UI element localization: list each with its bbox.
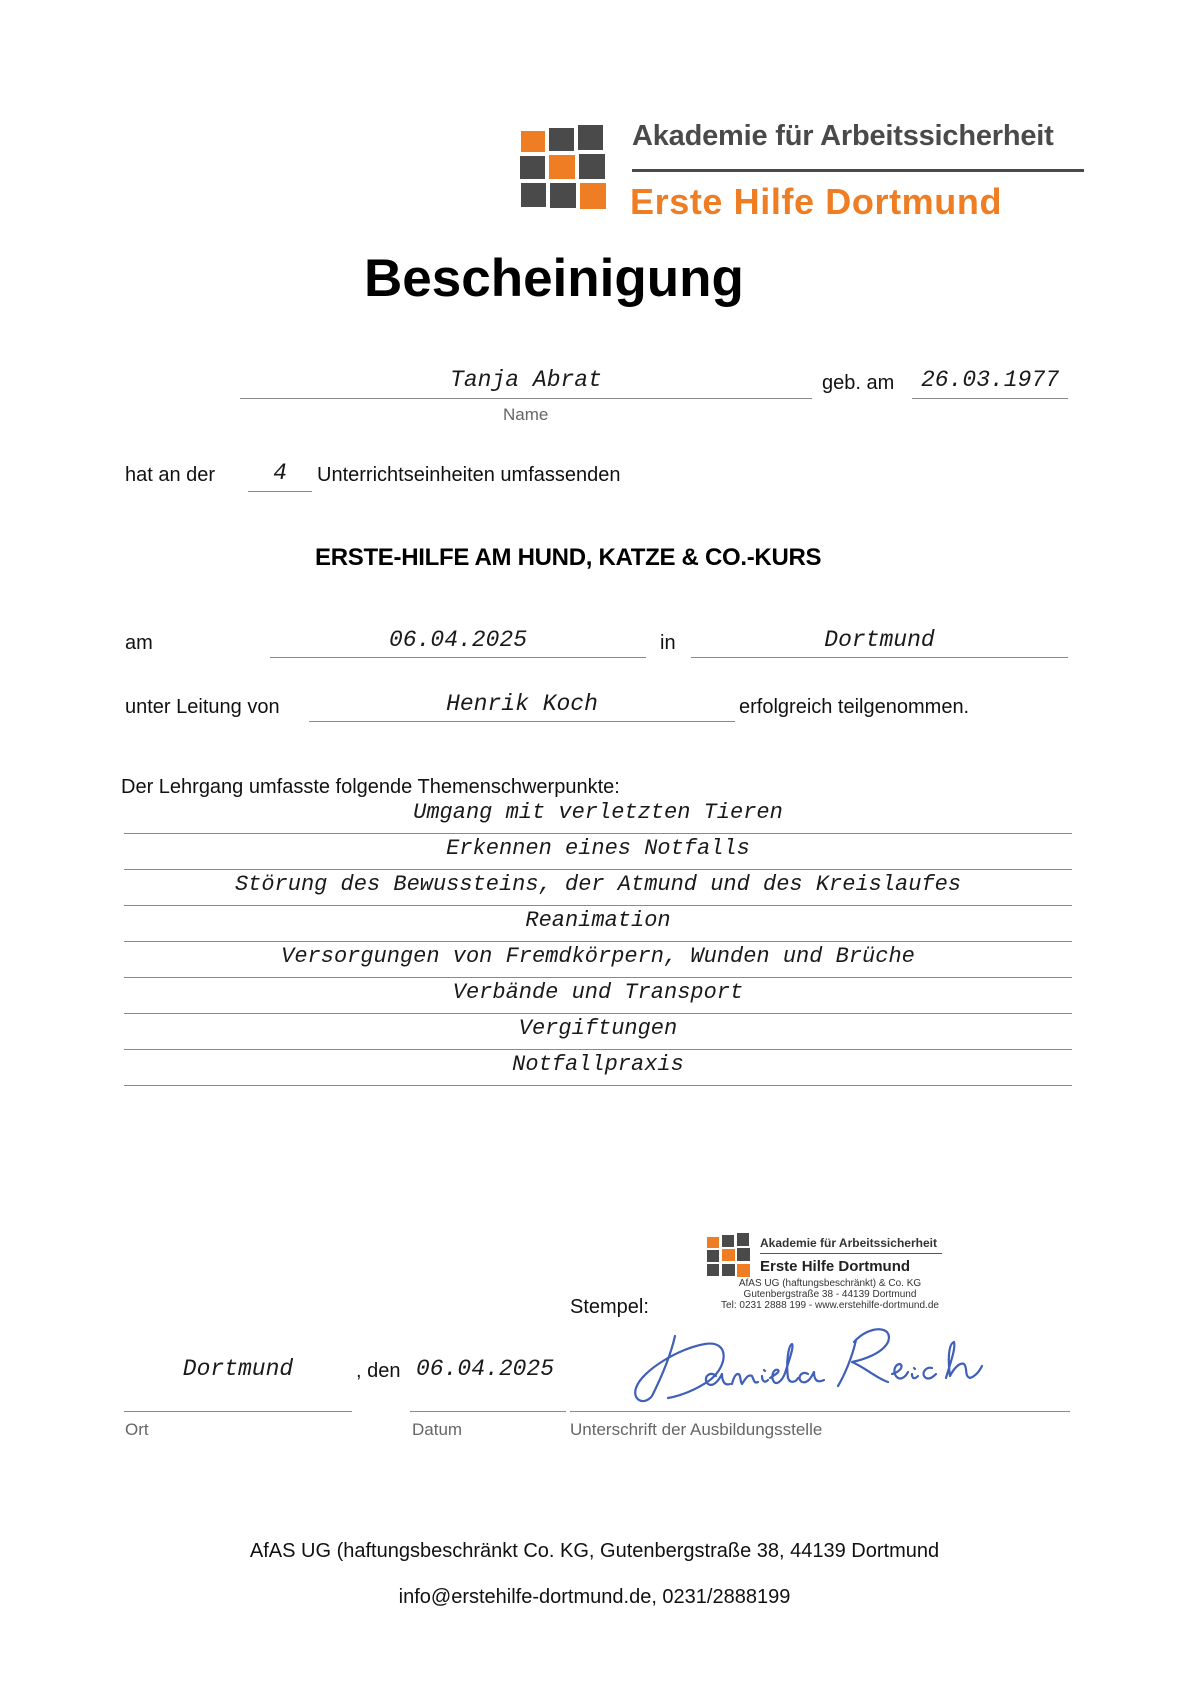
name-caption: Name [503, 405, 549, 424]
signing-date: 06.04.2025 [416, 1356, 555, 1382]
name-line [240, 398, 812, 399]
course-place: Dortmund [824, 627, 935, 653]
place-caption: Ort [125, 1420, 149, 1439]
topic-item: Erkennen eines Notfalls [124, 833, 1072, 870]
signature-line [570, 1411, 1070, 1412]
footer-contact: info@erstehilfe-dortmund.de, 0231/2888199 [398, 1586, 791, 1608]
units-prefix: hat an der [125, 464, 216, 486]
place-label: in [660, 632, 676, 654]
handwritten-signature [630, 1318, 1000, 1408]
topic-item: Reanimation [124, 905, 1072, 942]
footer-address: AfAS UG (haftungsbeschränkt Co. KG, Gutenbergstraße 38, 44139 Dortmund [249, 1540, 940, 1562]
birthdate-line [912, 398, 1068, 399]
born-label: geb. am [822, 372, 895, 394]
course-date: 06.04.2025 [388, 627, 528, 653]
stamp-address: Gutenbergstraße 38 - 44139 Dortmund [743, 1289, 917, 1300]
date-caption: Datum [412, 1420, 463, 1439]
brand-divider [632, 169, 1084, 172]
course-date-line [270, 657, 646, 658]
stamp-company: AfAS UG (haftungsbeschränkt) & Co. KG [738, 1278, 922, 1289]
topic-item: Notfallpraxis [124, 1049, 1072, 1086]
units-suffix: Unterrichtseinheiten umfassenden [317, 464, 621, 486]
topic-item: Versorgungen von Fremdkörpern, Wunden und Brüche [124, 941, 1072, 978]
instructor-name: Henrik Koch [446, 691, 598, 717]
signing-place: Dortmund [182, 1356, 294, 1382]
brand-name-academy: Akademie für Arbeitssicherheit [632, 120, 1054, 152]
date-label: am [125, 632, 153, 654]
topic-item: Verbände und Transport [124, 977, 1072, 1014]
date-line [410, 1411, 566, 1412]
result-text: erfolgreich teilgenommen. [739, 696, 970, 718]
brand-name-first-aid: Erste Hilfe Dortmund [630, 181, 1003, 222]
leader-label: unter Leitung von [125, 696, 280, 718]
stamp-brand-academy: Akademie für Arbeitssicherheit [760, 1236, 937, 1250]
signature-caption: Unterschrift der Ausbildungsstelle [570, 1420, 823, 1439]
place-line [124, 1411, 352, 1412]
topic-item: Vergiftungen [124, 1013, 1072, 1050]
stamp-divider [760, 1253, 942, 1254]
stamp-label: Stempel: [570, 1296, 649, 1318]
stamp-contact: Tel: 0231 2888 199 - www.erstehilfe-dortmund.de [721, 1300, 939, 1311]
stamp-brand-first-aid: Erste Hilfe Dortmund [760, 1258, 911, 1275]
course-place-line [691, 657, 1068, 658]
topics-intro: Der Lehrgang umfasste folgende Themenschwerpunkte: [121, 776, 620, 798]
units-line [248, 491, 312, 492]
birthdate: 26.03.1977 [920, 367, 1060, 393]
stamp-logo-mark [707, 1233, 753, 1279]
instructor-line [309, 721, 735, 722]
den-label: , den [356, 1360, 401, 1382]
person-name: Tanja Abrat [450, 367, 602, 393]
topic-item: Umgang mit verletzten Tieren [124, 797, 1072, 834]
course-name: ERSTE-HILFE AM HUND, KATZE & CO.-KURS [315, 544, 822, 571]
logo-mark [520, 124, 612, 216]
topic-item: Störung des Bewussteins, der Atmund und des Kreislaufes [124, 869, 1072, 906]
page-title: Bescheinigung [364, 249, 744, 308]
units-count: 4 [273, 460, 287, 486]
company-stamp [700, 1228, 960, 1312]
